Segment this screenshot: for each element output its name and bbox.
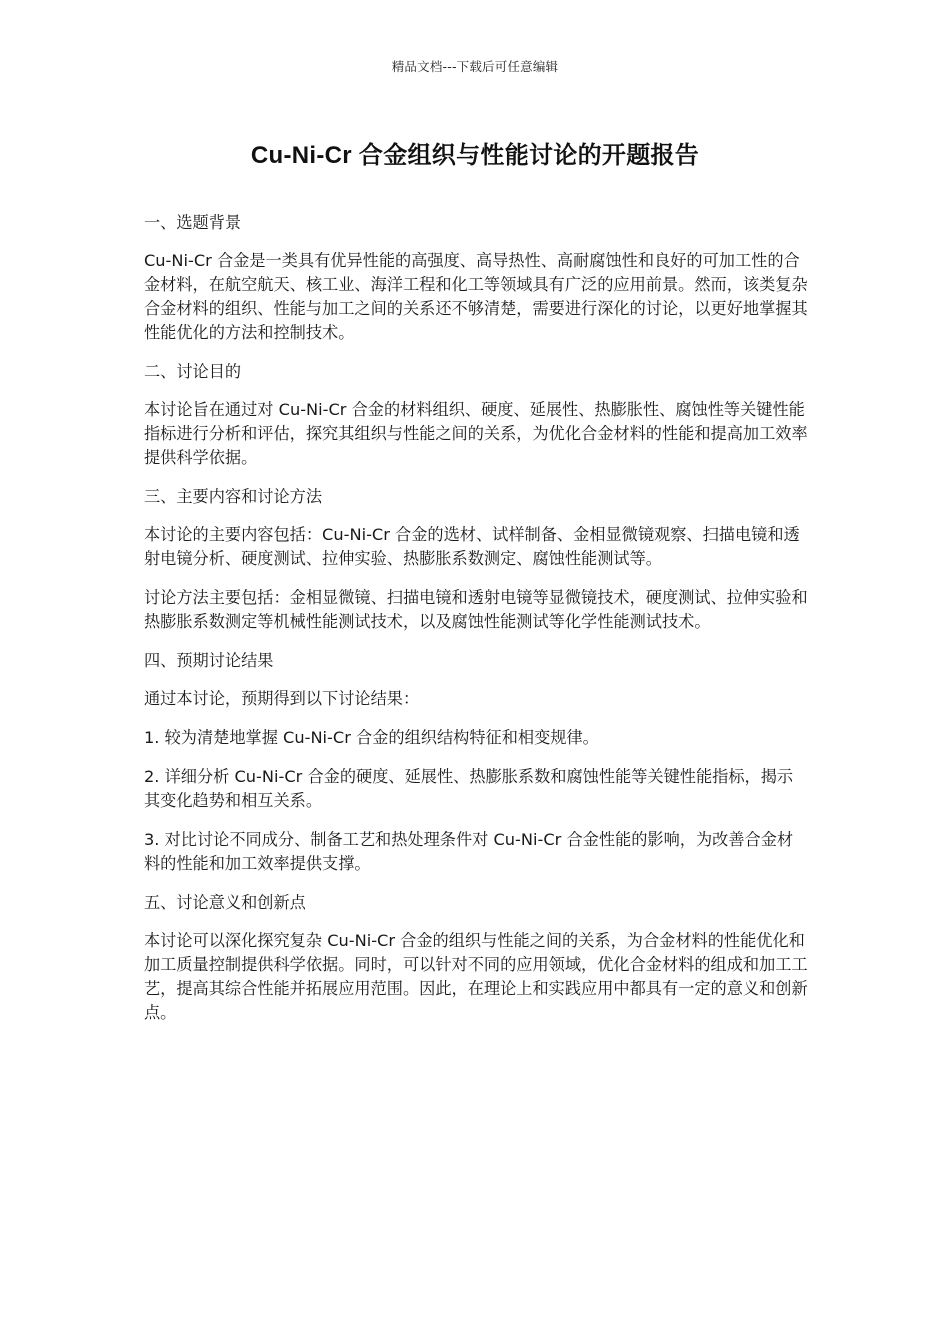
section-heading-purpose: 二、讨论目的 [144,362,242,381]
section-heading-content-methods: 三、主要内容和讨论方法 [144,487,323,506]
header-note: 精品文档---下载后可任意编辑 [391,59,559,74]
section-heading-expected-results: 四、预期讨论结果 [144,651,274,670]
document-title: Cu-Ni-Cr 合金组织与性能讨论的开题报告 [250,142,700,169]
paragraph-main-content: 本讨论的主要内容包括：Cu-Ni-Cr 合金的选材、试样制备、金相显微镜观察、扫描电镜和透射电镜分析、硬度测试、拉伸实验、热膨胀系数测定、腐蚀性能测试等。 [144,525,800,568]
list-item-result-3: 3. 对比讨论不同成分、制备工艺和热处理条件对 Cu-Ni-Cr 合金性能的影响，为改善合金材料的性能和加工效率提供支撑。 [144,830,794,873]
paragraph-methods: 讨论方法主要包括：金相显微镜、扫描电镜和透射电镜等显微镜技术，硬度测试、拉伸实验和热膨胀系数测定等机械性能测试技术，以及腐蚀性能测试等化学性能测试技术。 [144,588,808,631]
list-item-result-1: 1. 较为清楚地掌握 Cu-Ni-Cr 合金的组织结构特征和相变规律。 [144,728,599,747]
list-item-result-2: 2. 详细分析 Cu-Ni-Cr 合金的硬度、延展性、热膨胀系数和腐蚀性能等关键性能指标，揭示其变化趋势和相互关系。 [144,767,794,810]
section-heading-significance: 五、讨论意义和创新点 [144,893,306,912]
paragraph-significance: 本讨论可以深化探究复杂 Cu-Ni-Cr 合金的组织与性能之间的关系，为合金材料的性能优化和加工质量控制提供科学依据。同时，可以针对不同的应用领域，优化合金材料的组成和加工工艺，提高其综合性能并拓展应用范围。因此，在理论上和实践应用中都具有一定的意义和创新点。 [144,931,808,1022]
section-heading-background: 一、选题背景 [144,213,242,232]
paragraph-purpose: 本讨论旨在通过对 Cu-Ni-Cr 合金的材料组织、硬度、延展性、热膨胀性、腐蚀性等关键性能指标进行分析和评估，探究其组织与性能之间的关系，为优化合金材料的性能和提高加工效率提供科学依据。 [144,400,808,467]
paragraph-background: Cu-Ni-Cr 合金是一类具有优异性能的高强度、高导热性、高耐腐蚀性和良好的可加工性的合金材料，在航空航天、核工业、海洋工程和化工等领域具有广泛的应用前景。然而，该类复杂合金材料的组织、性能与加工之间的关系还不够清楚，需要进行深化的讨论，以更好地掌握其性能优化的方法和控制技术。 [144,251,808,342]
paragraph-results-intro: 通过本讨论，预期得到以下讨论结果： [144,689,420,708]
document-body [144,211,808,1040]
